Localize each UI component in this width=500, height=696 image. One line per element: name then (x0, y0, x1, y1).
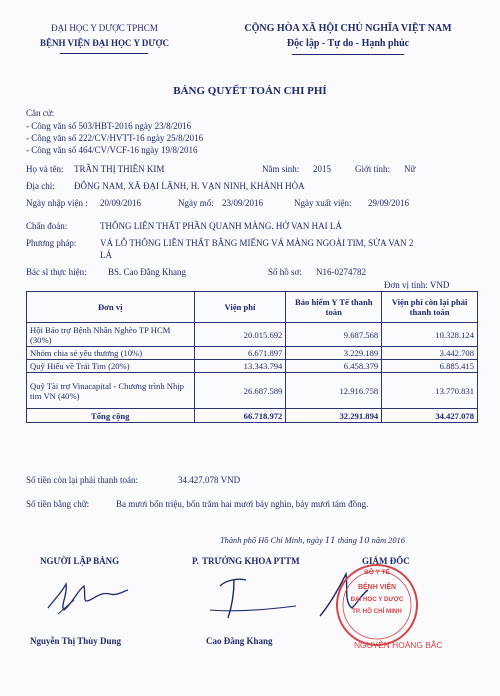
birth-label: Năm sinh: (262, 164, 300, 174)
admit-date: 20/09/2016 (100, 198, 142, 208)
stamp-ring-text: BỘ Y TẾ (364, 569, 390, 576)
discharge-label: Ngày xuất viện: (294, 198, 352, 208)
date-line (220, 535, 405, 545)
remaining-value: 34.427.078 VND (178, 475, 241, 485)
cell-fee: 6.671.897 (194, 347, 286, 360)
stamp-line3: TP. HỒ CHÍ MINH (352, 608, 402, 615)
stamp-line2: ĐẠI HỌC Y DƯỢC (350, 596, 404, 603)
name-label: Họ và tên: (26, 164, 64, 174)
col-header-remaining: Viện phí còn lại phải thanh toán (382, 292, 478, 323)
table-row (27, 347, 478, 360)
words-label: Số tiền bằng chữ: (26, 499, 90, 509)
cell-unit: Nhóm chia sẻ yêu thương (10%) (27, 347, 195, 360)
admit-label: Ngày nhập viện : (26, 198, 88, 208)
table-header-row (27, 292, 478, 323)
total-insurance: 32.291.894 (286, 409, 382, 423)
words-value: Ba mươi bốn triệu, bốn trăm hai mươi bảy nghìn, bảy mươi tám đồng. (116, 499, 369, 509)
cell-insurance: 6.458.379 (286, 360, 382, 373)
cell-unit: Hội Bảo trợ Bệnh Nhân Nghèo TP HCM (30%) (27, 323, 195, 347)
header-right-underline (292, 54, 404, 55)
total-fee: 66.718.972 (194, 409, 286, 423)
preparer-signature (44, 570, 134, 620)
preparer-title: NGƯỜI LẬP BẢNG (40, 556, 120, 566)
surgery-date: 23/09/2016 (222, 198, 264, 208)
unit-note: Đơn vị tính: VND (384, 280, 450, 290)
official-stamp (334, 562, 420, 648)
col-header-unit: Đơn vị (27, 292, 195, 323)
remaining-label: Số tiền còn lại phải thanh toán: (26, 475, 138, 485)
date-day: 11 (324, 535, 336, 545)
table-total-row (27, 409, 478, 423)
cell-remaining: 3.442.708 (382, 347, 478, 360)
gender-label: Giới tính: (355, 164, 391, 174)
header-org-line1: ĐẠI HỌC Y DƯỢC TPHCM (51, 23, 158, 33)
preparer-name: Nguyễn Thị Thùy Dung (30, 636, 121, 646)
cell-insurance: 9.687.568 (286, 323, 382, 347)
doctor-name: BS. Cao Đằng Khang (108, 267, 186, 277)
surgery-label: Ngày mổ: (178, 198, 214, 208)
table-row (27, 323, 478, 347)
total-label: Tổng cộng (27, 409, 195, 423)
header-motto: Độc lập - Tự do - Hạnh phúc (286, 38, 410, 49)
date-month: 10 (358, 535, 370, 545)
head-prefix: P. (192, 556, 199, 566)
birth-year: 2015 (313, 164, 331, 174)
address-value: ĐÔNG NAM, XÃ ĐẠI LÃNH, H. VẠN NINH, KHÁNH HÒA (74, 181, 305, 191)
address-label: Địa chỉ: (26, 181, 55, 191)
diagnosis-value: THÔNG LIÊN THẤT PHẦN QUANH MÀNG. HỞ VAN HAI LÁ (100, 221, 342, 231)
cell-fee: 20.015.692 (194, 323, 286, 347)
header-left-underline (60, 53, 148, 54)
date-year-label: năm (371, 536, 387, 545)
cell-remaining: 13.770.831 (382, 373, 478, 409)
cell-fee: 26.687.589 (194, 373, 286, 409)
total-remaining: 34.427.078 (382, 409, 478, 423)
col-header-fee: Viện phí (194, 292, 286, 323)
cell-insurance: 3.229.189 (286, 347, 382, 360)
header-org-line2: BỆNH VIỆN ĐẠI HỌC Y DƯỢC (39, 38, 170, 48)
head-signature (204, 566, 304, 622)
settlement-table (26, 291, 478, 423)
director-name: NGUYỄN HOÀNG BẮC (354, 640, 443, 650)
cell-remaining: 10.328.124 (382, 323, 478, 347)
date-month-label: tháng (337, 536, 357, 545)
diagnosis-label: Chẩn đoán: (26, 221, 68, 231)
basis-item: - Công văn số 503/HBT-2016 ngày 23/8/2016 (26, 121, 192, 131)
gender-value: Nữ (404, 164, 416, 174)
doctor-label: Bác sĩ thực hiện: (26, 267, 87, 277)
header-country: CỘNG HÒA XÃ HỘI CHỦ NGHĨA VIỆT NAM (244, 23, 452, 34)
record-number: N16-0274782 (316, 267, 366, 277)
cell-fee: 13.343.794 (194, 360, 286, 373)
basis-item: - Công văn số 464/CV/VCF-16 ngày 19/8/2016 (26, 145, 198, 155)
date-year: 2016 (388, 536, 405, 545)
cell-unit: Quỹ Hiếu về Trái Tim (20%) (27, 360, 195, 373)
head-title: TRƯỞNG KHOA PTTM (202, 556, 300, 566)
col-header-insurance: Bảo hiểm Y Tế thanh toán (286, 292, 382, 323)
method-line2: LÁ (100, 250, 112, 260)
table-row (27, 373, 478, 409)
cell-unit: Quỹ Tài trợ Vinacapital - Chương trình Nhịp tim VN (40%) (27, 373, 195, 409)
patient-name: TRẦN THỊ THIÊN KIM (74, 164, 165, 174)
date-prefix: Thành phố Hồ Chí Minh, ngày (220, 536, 323, 545)
basis-label: Căn cứ: (26, 108, 55, 118)
record-label: Số hồ sơ: (268, 267, 302, 277)
director-title: GIÁM ĐỐC (362, 556, 410, 566)
basis-item: - Công văn số 222/CV/HVTT-16 ngày 25/8/2016 (26, 133, 204, 143)
discharge-date: 29/09/2016 (368, 198, 410, 208)
cell-insurance: 12.916.758 (286, 373, 382, 409)
stamp-line1: BỆNH VIỆN (357, 584, 397, 591)
head-name: Cao Đằng Khang (206, 636, 273, 646)
stamp-ring-icon (334, 562, 420, 648)
method-label: Phương pháp: (26, 238, 77, 248)
cell-remaining: 6.885.415 (382, 360, 478, 373)
method-line1: VÁ LỖ THÔNG LIÊN THẤT BẰNG MIẾNG VÁ MÀNG NGOÀI TIM, SỬA VAN 2 (100, 238, 414, 248)
document-title: BẢNG QUYẾT TOÁN CHI PHÍ (173, 85, 327, 97)
table-row (27, 360, 478, 373)
